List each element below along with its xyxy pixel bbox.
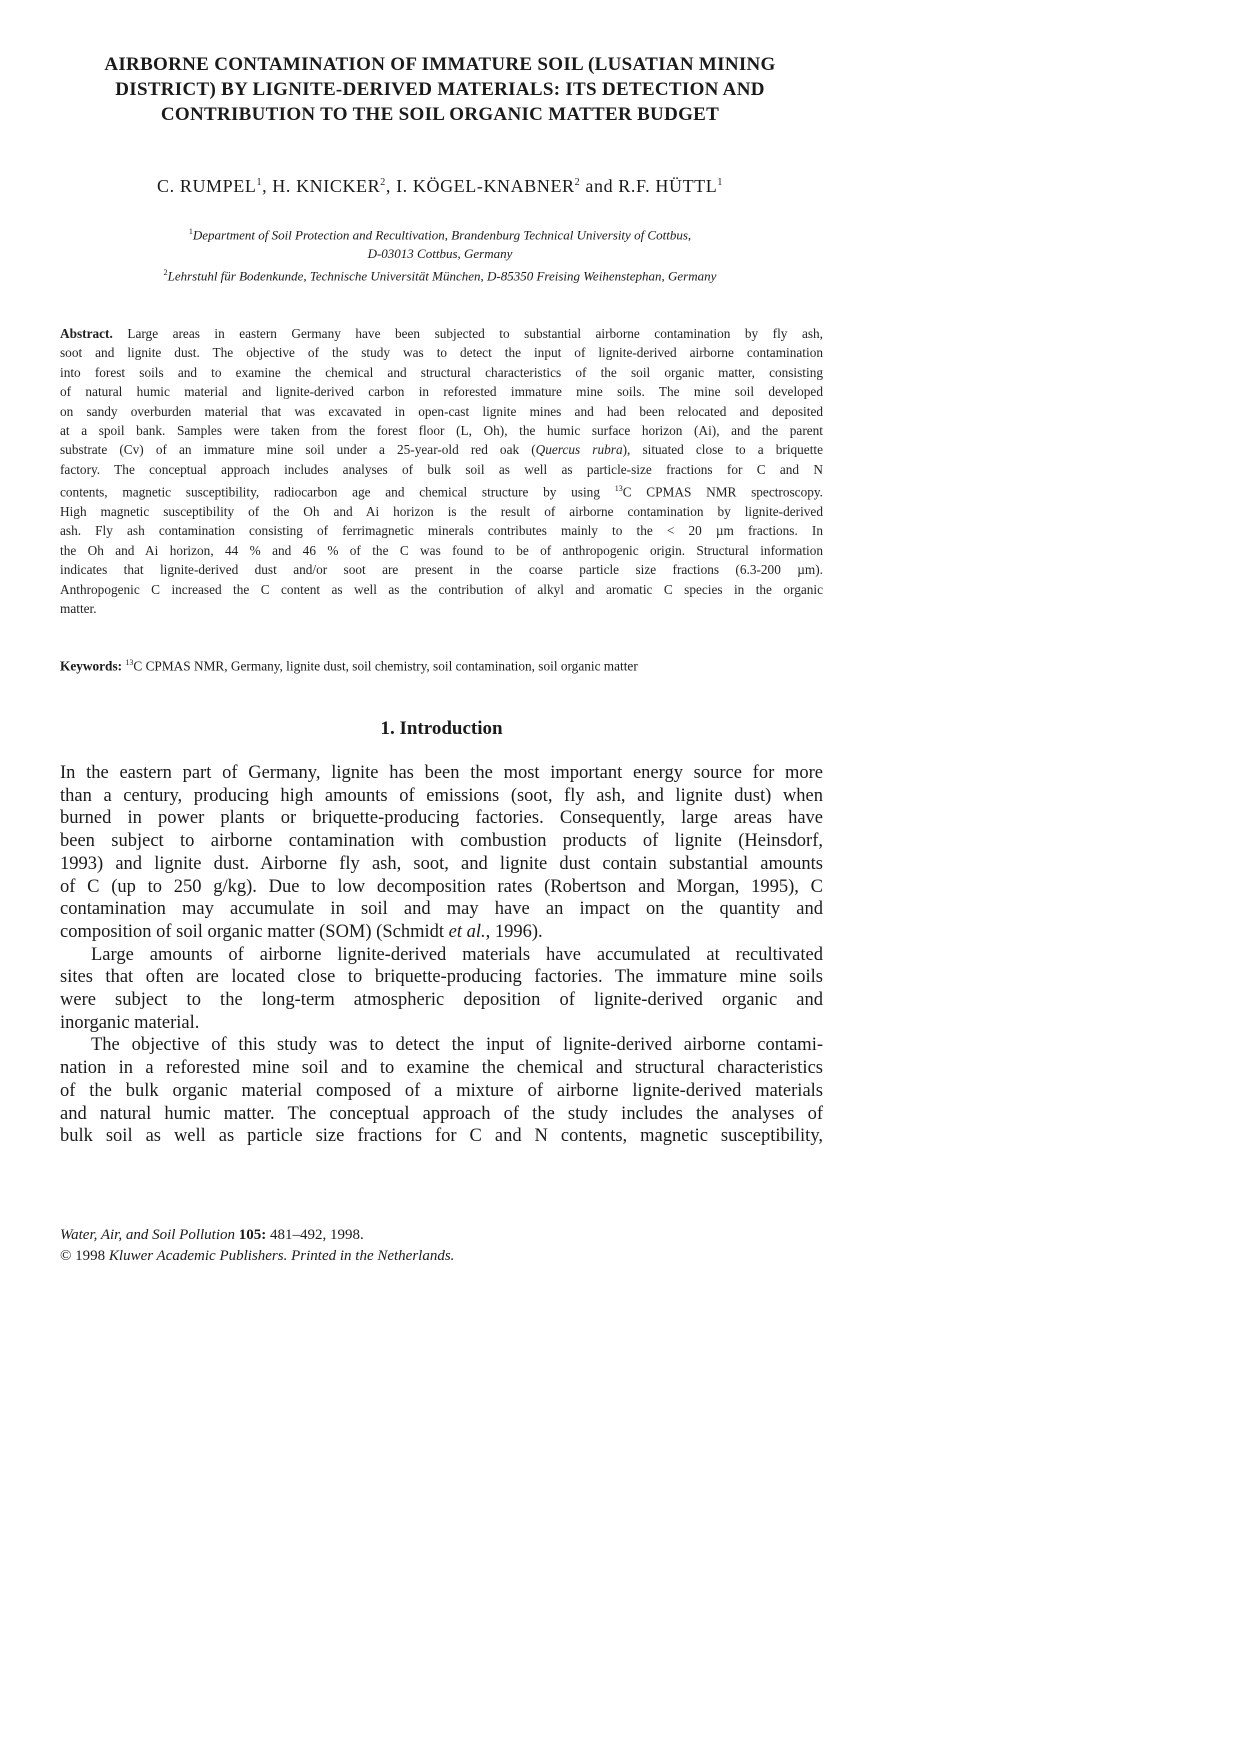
paper-title: [60, 52, 820, 127]
journal-volume: 105:: [238, 1227, 267, 1243]
keywords-text: C CPMAS NMR, Germany, lignite dust, soil chemistry, soil contamination, soil organic matter: [133, 658, 638, 674]
body-line: bulk soil as well as particle size fractions for C and N contents, magnetic susceptibility,: [60, 1126, 823, 1147]
abstract-line: at a spoil bank. Samples were taken from the forest floor (L, Oh), the humic surface horizon (Ai), and the parent: [60, 423, 823, 439]
abstract-line: soot and lignite dust. The objective of the study was to detect the input of lignite-derived airborne contamination: [60, 345, 823, 361]
affiliations: [60, 222, 820, 286]
keywords: [60, 658, 823, 674]
body-line: In the eastern part of Germany, lignite has been the most important energy source for more: [60, 763, 823, 783]
abstract-line: Anthropogenic C increased the C content as well as the contribution of alkyl and aromatic C species in the organic: [60, 581, 823, 597]
affiliation-line: D-03013 Cottbus, Germany: [367, 246, 513, 262]
body-line: Large amounts of airborne lignite-derived materials have accumulated at recultivated: [91, 944, 823, 965]
species-name: Quercus rubra: [535, 442, 623, 458]
body-text-italic: et al.: [448, 921, 486, 942]
abstract-label: Abstract.: [60, 326, 113, 341]
abstract-text: Large areas in eastern Germany have been subjected to substantial airborne contamination by fly ash,: [127, 326, 823, 341]
body-line: been subject to airborne contamination with combustion products of lignite (Heinsdorf,: [60, 831, 823, 852]
body-line: inorganic material.: [60, 1012, 200, 1033]
citation-footer: [60, 1225, 823, 1267]
affiliation-line: [60, 222, 820, 244]
author-affiliation-mark: 1: [717, 177, 723, 188]
body-line: sites that often are located close to briquette-producing factories. The immature mine soils: [60, 967, 823, 988]
affiliation-text: Lehrstuhl für Bodenkunde, Technische Universität München, D-85350 Freising Weihenstephan, Germany: [167, 268, 717, 284]
section-heading: 1. Introduction: [380, 718, 503, 739]
author-affiliation-mark: 2: [574, 177, 581, 188]
body-line: of the bulk organic material composed of a mixture of airborne lignite-derived materials: [60, 1080, 823, 1101]
citation-line: [60, 1225, 823, 1246]
affiliation-text: Department of Soil Protection and Recultivation, Brandenburg Technical University of Cottbus,: [192, 227, 692, 243]
copyright-line: [60, 1246, 823, 1267]
body-line: nation in a reforested mine soil and to examine the chemical and structural characteristics: [60, 1058, 823, 1079]
abstract-line: into forest soils and to examine the chemical and structural characteristics of the soil organic matter, consisting: [60, 364, 823, 380]
author-list: C. RUMPEL$^1$, H. KNICKER$^2$, I. KÖGEL-KNABNER$^2$ and R.F. HÜTTL$^1$: [157, 176, 723, 196]
body-line: were subject to the long-term atmospheric deposition of lignite-derived organic and: [60, 990, 823, 1011]
abstract-line: [60, 440, 823, 459]
affiliation-line: [60, 263, 820, 285]
abstract: [60, 324, 823, 619]
publisher: Kluwer Academic Publishers. Printed in the Netherlands.: [108, 1248, 455, 1264]
introduction-body: [60, 762, 823, 1148]
abstract-line: of natural humic material and lignite-derived carbon in reforested immature mine soils. The mine soil developed: [60, 384, 823, 400]
abstract-line: indicates that lignite-derived dust and/or soot are present in the coarse particle size fractions (6.3-200 µm).: [60, 562, 823, 578]
author-name: H. KNICKER: [272, 176, 381, 196]
body-text: , 1996).: [485, 921, 543, 942]
body-line: burned in power plants or briquette-producing factories. Consequently, large areas have: [60, 808, 823, 829]
author-conjunction: and: [585, 176, 614, 196]
author-name: C. RUMPEL: [157, 176, 257, 196]
journal-name: Water, Air, and Soil Pollution: [60, 1227, 236, 1243]
title-line: AIRBORNE CONTAMINATION OF IMMATURE SOIL (LUSATIAN MINING: [104, 54, 776, 75]
abstract-line: High magnetic susceptibility of the Oh and Ai horizon is the result of airborne contamination by lignite-derived: [60, 504, 823, 520]
affiliation-mark: 2: [163, 268, 168, 278]
abstract-line: ash. Fly ash contamination consisting of ferrimagnetic minerals contributes mainly to the < 20 µm fractions. In: [60, 523, 823, 539]
affiliation-mark: 1: [188, 227, 193, 236]
author-affiliation-mark: 1: [256, 177, 263, 188]
abstract-text: contents, magnetic susceptibility, radiocarbon age and chemical structure by using: [60, 484, 615, 500]
body-line: The objective of this study was to detect the input of lignite-derived airborne contami-: [91, 1035, 823, 1056]
author-affiliation-mark: 2: [380, 177, 386, 188]
title-line: DISTRICT) BY LIGNITE-DERIVED MATERIALS: ITS DETECTION AND: [115, 79, 765, 100]
abstract-line: [60, 479, 823, 502]
abstract-text: ), situated close to a briquette: [622, 442, 823, 458]
body-line: and natural humic matter. The conceptual approach of the study includes the analyses of: [60, 1103, 823, 1124]
abstract-text: substrate (Cv) of an immature mine soil under a 25-year-old red oak (: [60, 442, 536, 458]
body-line: of C (up to 250 g/kg). Due to low decomposition rates (Robertson and Morgan, 1995), C: [60, 876, 823, 897]
body-line: 1993) and lignite dust. Airborne fly ash, soot, and lignite dust contain substantial amounts: [60, 853, 823, 874]
abstract-line: [60, 324, 823, 343]
abstract-text: C CPMAS NMR spectroscopy.: [622, 484, 823, 500]
abstract-line: matter.: [60, 601, 97, 617]
isotope-mark: 13: [614, 484, 623, 494]
author-name: I. KÖGEL-KNABNER: [396, 176, 575, 196]
copyright: © 1998: [60, 1248, 106, 1264]
keywords-label: Keywords:: [60, 658, 123, 674]
abstract-line: on sandy overburden material that was excavated in open-cast lignite mines and had been relocated and deposited: [60, 403, 823, 419]
body-line: contamination may accumulate in soil and may have an impact on the quantity and: [60, 899, 823, 920]
body-text: composition of soil organic matter (SOM) (Schmidt: [60, 921, 449, 942]
abstract-line: factory. The conceptual approach includes analyses of bulk soil as well as particle-size fractions for C and N: [60, 461, 823, 477]
isotope-mark: 13: [125, 658, 134, 667]
author-name: R.F. HÜTTL: [618, 176, 718, 196]
title-line: CONTRIBUTION TO THE SOIL ORGANIC MATTER BUDGET: [160, 104, 720, 125]
body-line: than a century, producing high amounts of emissions (soot, fly ash, and lignite dust) when: [60, 785, 823, 806]
abstract-line: the Oh and Ai horizon, 44 % and 46 % of the C was found to be of anthropogenic origin. Structural information: [60, 542, 823, 558]
body-line: [60, 921, 823, 944]
journal-pages: 481–492, 1998.: [270, 1227, 364, 1243]
